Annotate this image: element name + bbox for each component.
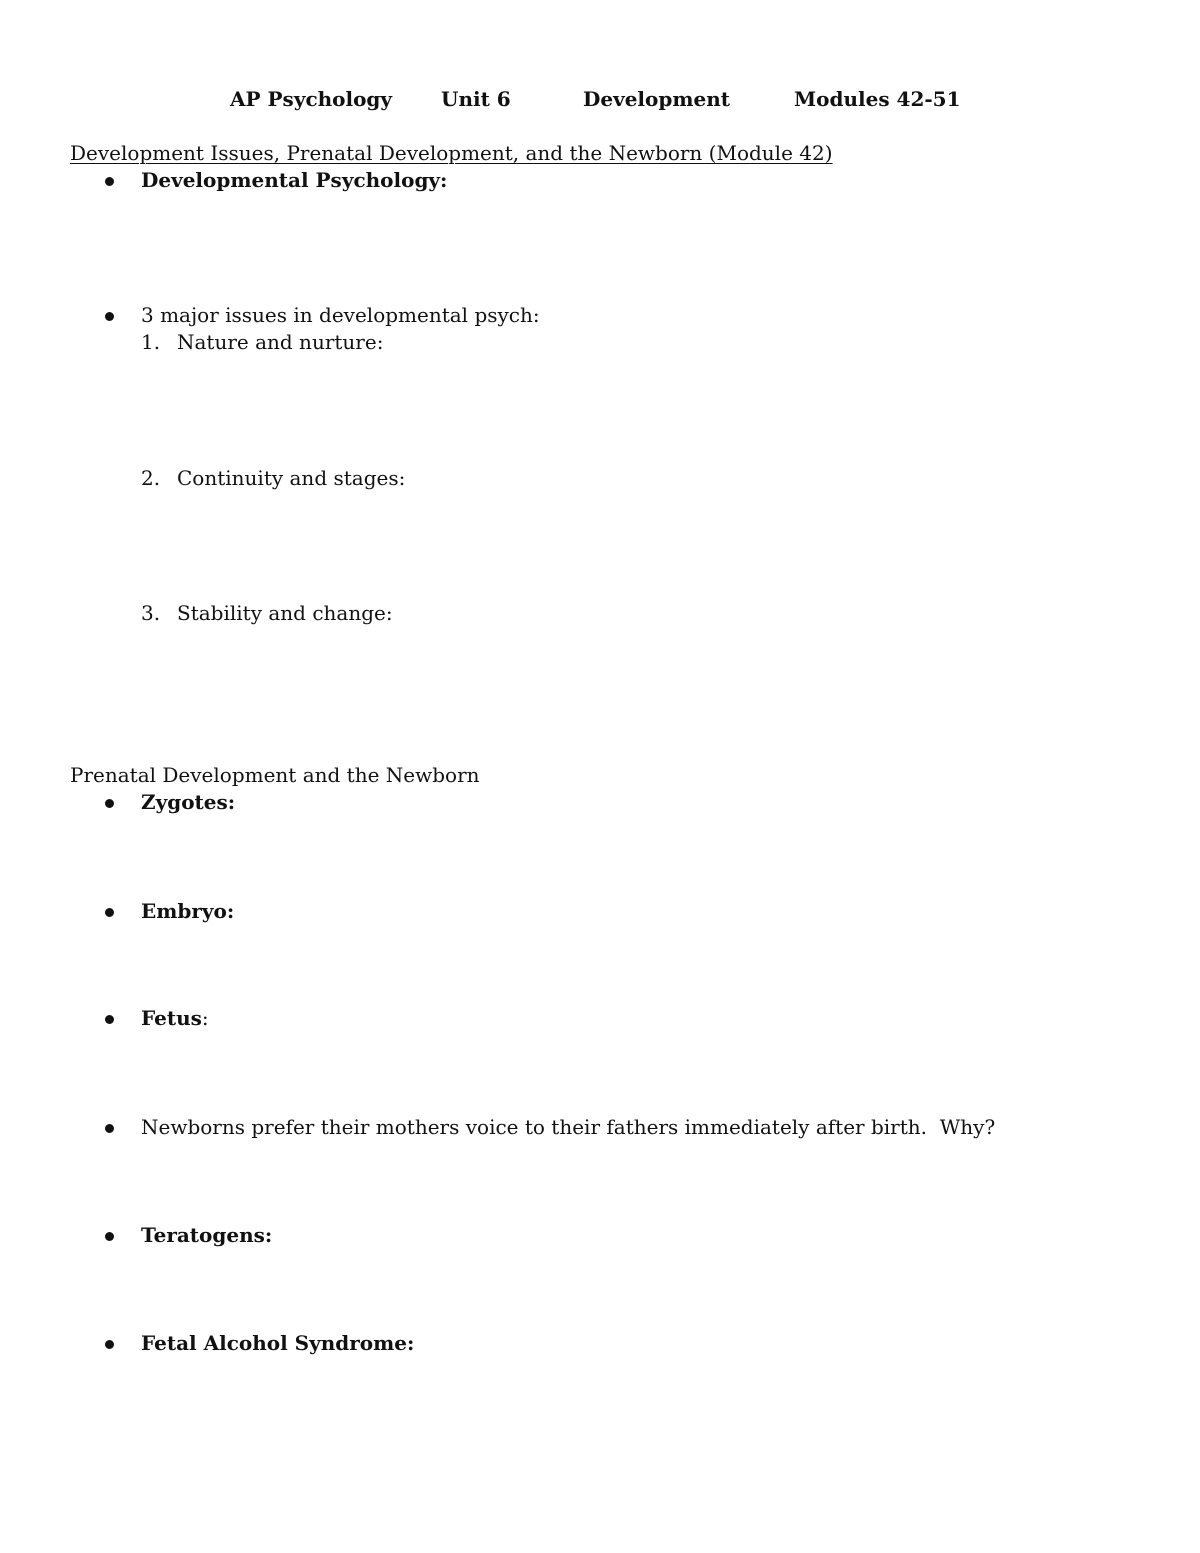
term-fetus: Fetus bbox=[141, 1006, 202, 1030]
term-developmental-psychology: Developmental Psychology: bbox=[141, 168, 448, 192]
bullet-icon bbox=[105, 1015, 114, 1024]
header-modules: Modules 42-51 bbox=[794, 87, 961, 111]
bullet-icon bbox=[105, 1124, 114, 1133]
header-topic: Development bbox=[583, 87, 731, 111]
bullet-icon bbox=[105, 908, 114, 917]
term-teratogens: Teratogens: bbox=[141, 1223, 273, 1247]
issue-label: Continuity and stages: bbox=[177, 466, 406, 490]
fetus-line bbox=[141, 1006, 209, 1030]
bullet-icon bbox=[105, 177, 114, 186]
issue-number: 2. bbox=[141, 466, 161, 490]
issue-label: Stability and change: bbox=[177, 601, 393, 625]
term-fetal-alcohol-syndrome: Fetal Alcohol Syndrome: bbox=[141, 1331, 415, 1355]
section-title-module-42: Development Issues, Prenatal Development, and the Newborn (Module 42) bbox=[70, 141, 833, 165]
bullet-icon bbox=[105, 312, 114, 321]
section-title-prenatal: Prenatal Development and the Newborn bbox=[70, 763, 480, 787]
header-course: AP Psychology bbox=[230, 87, 393, 111]
term-zygotes: Zygotes: bbox=[141, 790, 236, 814]
newborns-question: Newborns prefer their mothers voice to their fathers immediately after birth. Why? bbox=[141, 1115, 996, 1139]
major-issues-text: 3 major issues in developmental psych: bbox=[141, 303, 540, 327]
fetus-colon: : bbox=[201, 1006, 209, 1030]
bullet-icon bbox=[105, 1232, 114, 1241]
term-embryo: Embryo: bbox=[141, 899, 235, 923]
issue-label: Nature and nurture: bbox=[177, 330, 384, 354]
bullet-icon bbox=[105, 799, 114, 808]
bullet-icon bbox=[105, 1340, 114, 1349]
header-unit: Unit 6 bbox=[441, 87, 511, 111]
issue-number: 3. bbox=[141, 601, 161, 625]
issue-number: 1. bbox=[141, 330, 161, 354]
